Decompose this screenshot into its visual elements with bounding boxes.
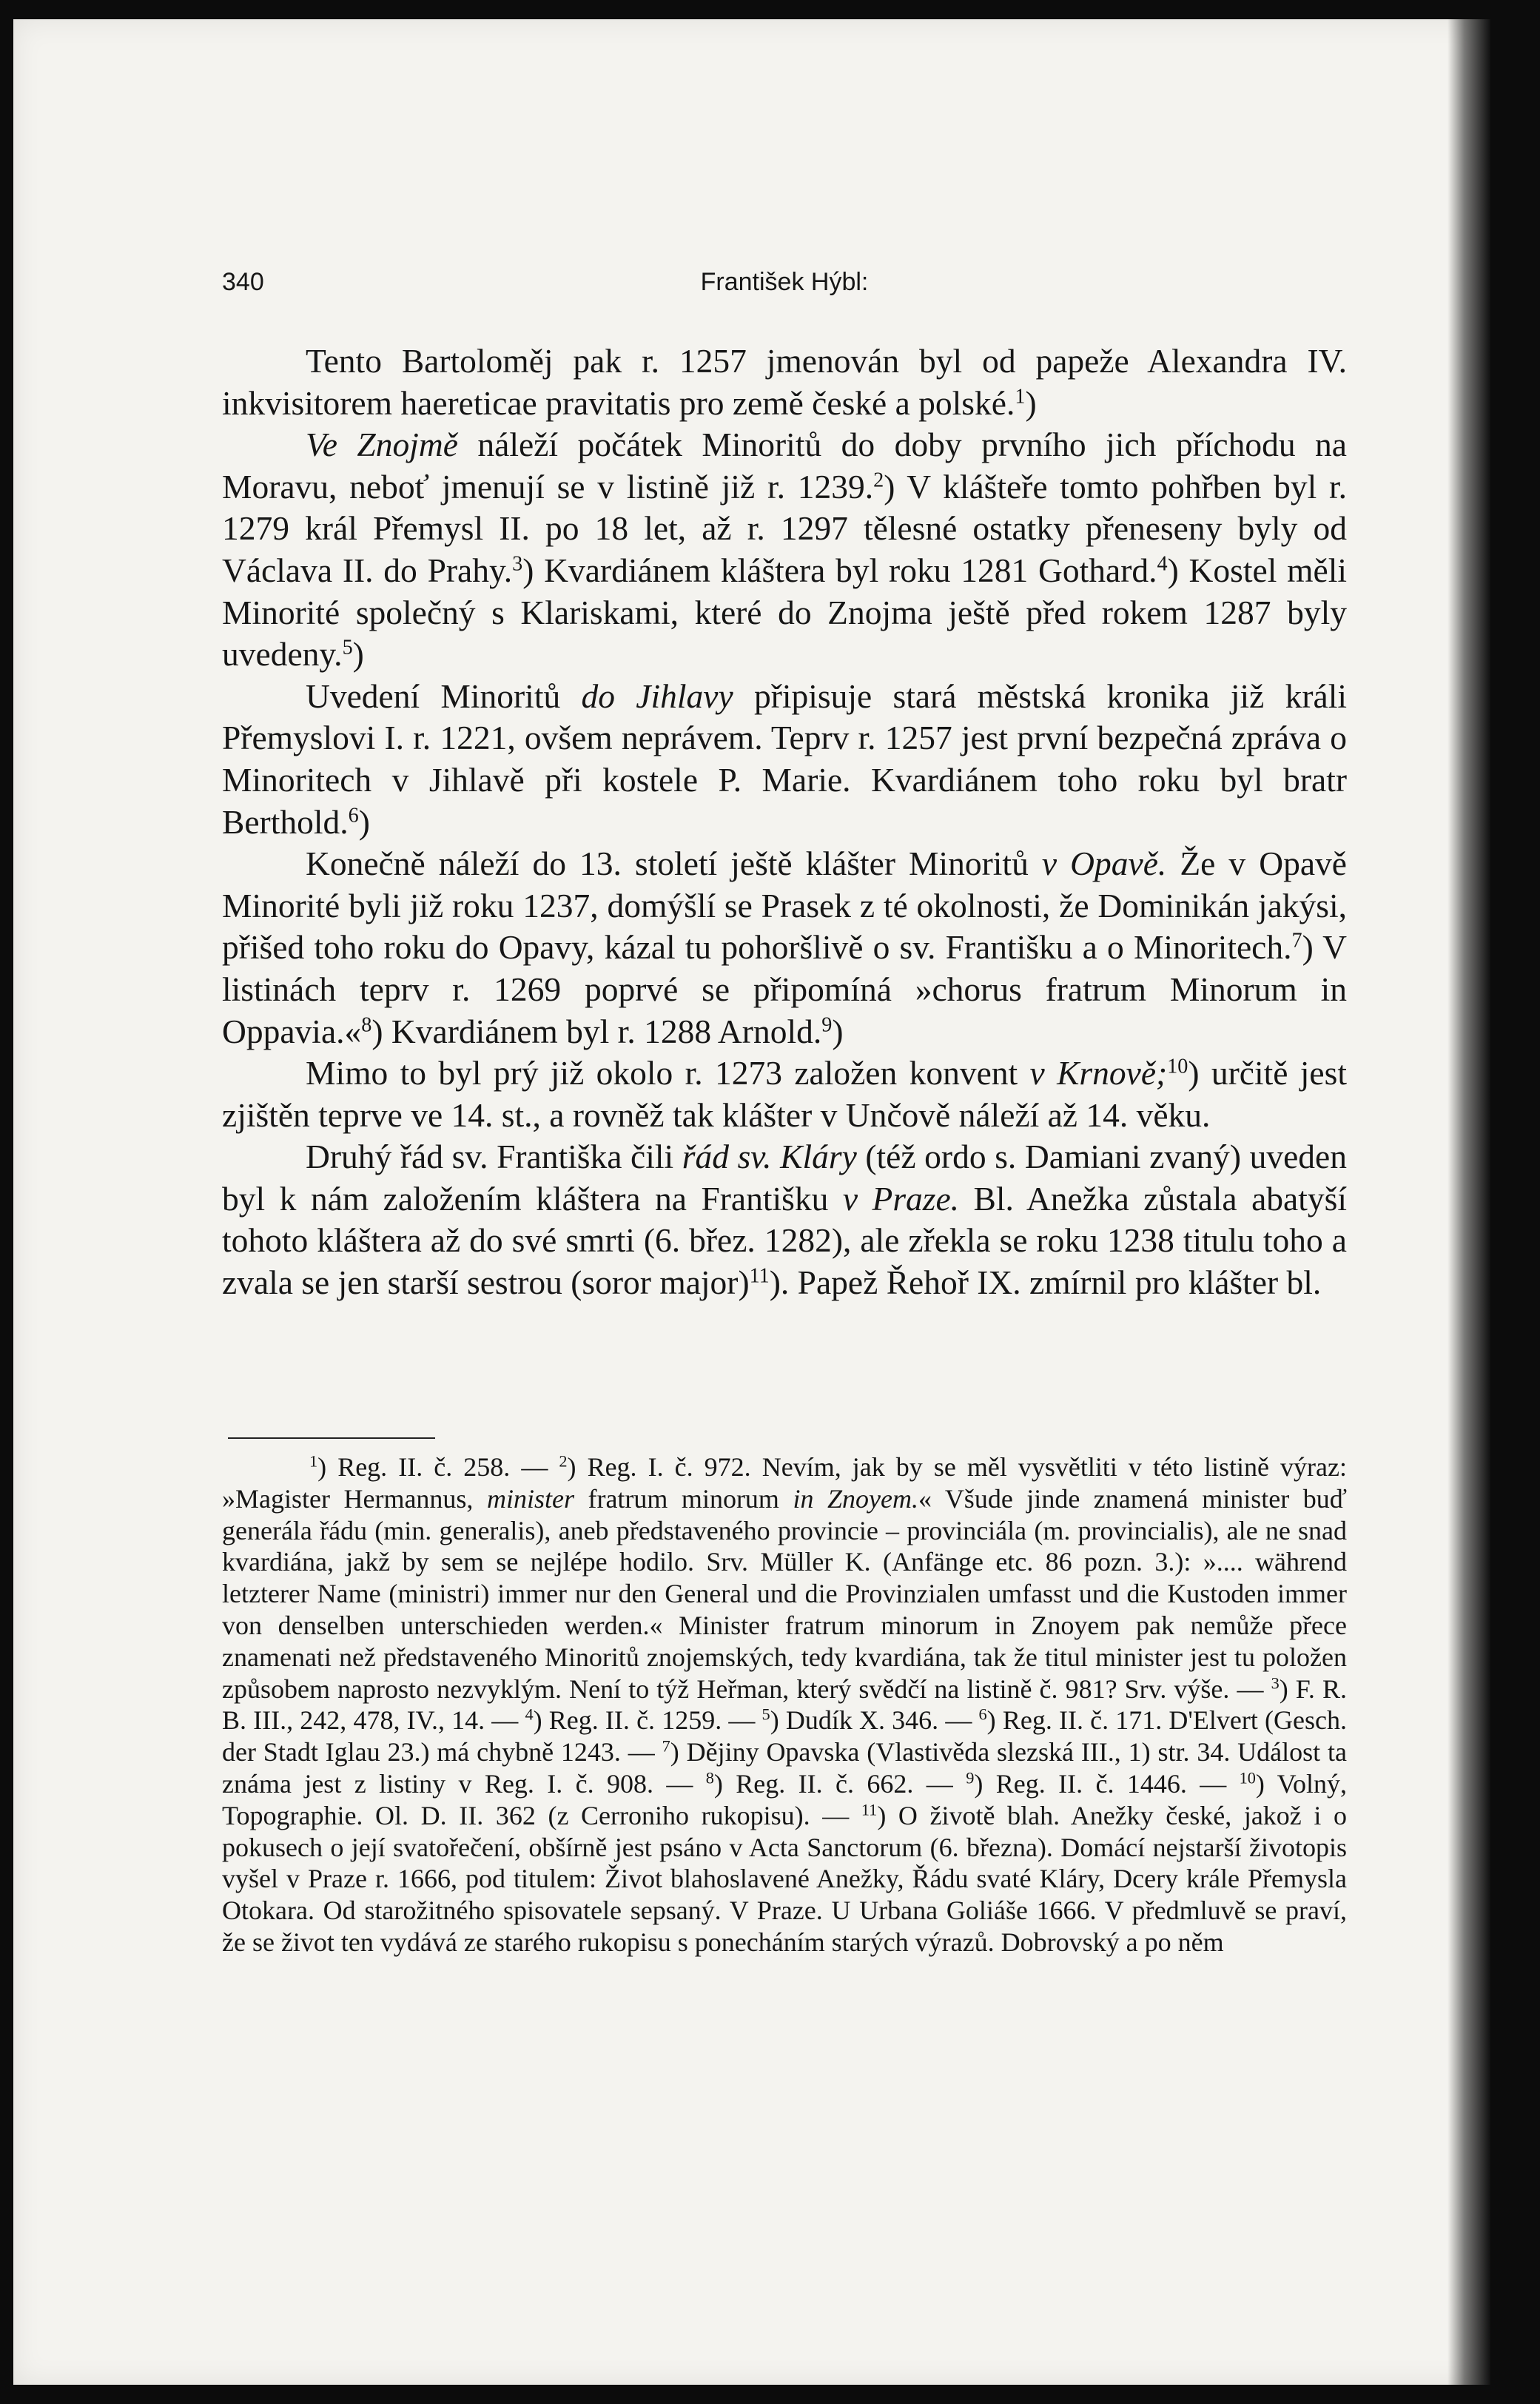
- running-title: František Hýbl:: [700, 268, 869, 296]
- paragraph-klarisky: Druhý řád sv. Františka čili řád sv. Kláry (též ordo s. Damiani zvaný) uveden byl k nám založením kláštera na Františku v Praze. Bl. Anežka zůstala abatyší tohoto kláštera až do své smrti (6. břez. 1282), ale zřekla se roku 1238 titulu toho a zvala se jen starší sestrou (soror major)$^{11}$). Papež Řehoř IX. zmírnil pro klášter bl.: [222, 1138, 1347, 1302]
- page-number: 340: [222, 268, 264, 296]
- order-name: řád sv. Kláry: [682, 1138, 857, 1176]
- footnote-number: 10: [1239, 1768, 1256, 1787]
- place-name: Ve Znojmě: [306, 426, 458, 464]
- page-header: [222, 268, 1347, 309]
- footnote-ref: 9: [821, 1013, 833, 1036]
- footnote-number: 9: [966, 1768, 975, 1787]
- footnote-number: 11: [861, 1800, 878, 1819]
- footnote-ref: 4: [1157, 552, 1168, 576]
- page-edge-shadow: [1447, 19, 1490, 2385]
- footnote-number: 2: [559, 1451, 568, 1471]
- footnote-number: 5: [761, 1705, 770, 1725]
- footnote-ref: 3: [512, 552, 523, 576]
- footnote-ref: 5: [342, 636, 353, 659]
- paragraph-znojmo: Ve Znojmě náleží počátek Minoritů do doby prvního jich příchodu na Moravu, neboť jmenují se v listině již r. 1239.$^2$) V klášteře tomto pohřben byl r. 1279 král Přemysl II. po 18 let, až r. 1297 tělesné ostatky přeneseny byly od Václava II. do Prahy.$^3$) Kvardiánem kláštera byl roku 1281 Gothard.$^4$) Kostel měli Minorité společný s Klariskami, které do Znojma ještě před rokem 1287 byly uvedeny.$^5$): [222, 426, 1347, 674]
- body-text: [222, 340, 1347, 1304]
- place-name: v Opavě.: [1041, 845, 1167, 883]
- footnote-number: 1: [309, 1451, 318, 1471]
- paragraph-opava: Konečně náleží do 13. století ještě klášter Minoritů v Opavě. Že v Opavě Minorité byli již roku 1237, domýšlí se Prasek z té okolnosti, že Dominikán jakýsi, přišed toho roku do Opavy, kázal tu pohoršlivě o sv. Františku a o Minoritech.$^7$) V listinách teprv r. 1269 poprvé se připomíná »chorus fratrum Minorum in Oppavia.«$^8$) Kvardiánem byl r. 1288 Arnold.$^9$): [222, 845, 1347, 1050]
- footnote-block: $^1$) Reg. II. č. 258. — $^2$) Reg. I. č. 972. Nevím, jak by se měl vysvětliti v této listině výraz: »Magister Hermannus, minister fratrum minorum in Znoyem.« Všude jinde znamená minister buď generála řádu (min. generalis), aneb představeného provincie – provinciála (m. provincialis), ale ne snad kvardiána, jakž by sem se nejlépe hodilo. Srv. Müller K. (Anfänge etc. 86 pozn. 3.): ».... während letzterer Name (ministri) immer nur den General und die Provinzialen umfasst und die Kustoden immer von denselben unterschieden werden.« Minister fratrum minorum in Znoyem pak nemůže přece znamenati než představeného Minoritů znojemských, tedy kvardiána, tak že titul minister jest tu položen způsobem naprosto nezvyklým. Není to týž Heřman, který svědčí na listině č. 981? Srv. výše. — $^3$) F. R. B. III., 242, 478, IV., 14. — $^4$) Reg. II. č. 1259. — $^5$) Dudík X. 346. — $^6$) Reg. II. č. 171. D'Elvert (Gesch. der Stadt Iglau 23.) má chybně 1243. — $^7$) Dějiny Opavska (Vlastivěda slezská III., 1) str. 34. Událost ta známa jest z listiny v Reg. I. č. 908. — $^8$) Reg. II. č. 662. — $^9$) Reg. II. č. 1446. — $^{10}$) Volný, Topographie. Ol. D. II. 362 (z Cerroniho rukopisu). — $^{11}$) O životě blah. Anežky české, jakož i o pokusech o její svatořečení, obšírně jest psáno v Acta Sanctorum (6. března). Domácí nejstarší životopis vyšel v Praze r. 1666, pod titulem: Život blahoslavené Anežky, Řádu svaté Kláry, Dcery krále Přemysla Otokara. Od starožitného spisovatele sepsaný. V Praze. U Urbana Goliáše 1666. V předmluvě se praví, že se život ten vydává ze starého rukopisu s ponecháním starých výrazů. Dobrovský a po něm: [222, 1451, 1348, 1957]
- footnote-ref: 8: [361, 1013, 372, 1036]
- footnote-divider: [228, 1437, 435, 1439]
- paragraph-krnov: Mimo to byl prý již okolo r. 1273 založen konvent v Krnově;$^{10}$) určitě jest zjištěn teprve ve 14. st., a rovněž tak klášter v Unčově náleží až 14. věku.: [222, 1054, 1347, 1134]
- footnote-ref: 2: [873, 469, 884, 492]
- footnote-number: 6: [978, 1705, 987, 1725]
- footnote-ref: 11: [749, 1264, 770, 1288]
- paragraph-jihlava: Uvedení Minoritů do Jihlavy připisuje stará městská kronika již králi Přemyslovi I. r. 1221, ovšem neprávem. Teprv r. 1257 jest první bezpečná zpráva o Minoritech v Jihlavě při kostele P. Marie. Kvardiánem toho roku byl bratr Berthold.$^6$): [222, 676, 1347, 841]
- footnote-ref: 10: [1167, 1055, 1188, 1078]
- place-name: v Krnově;: [1029, 1054, 1168, 1092]
- place-name: v Praze.: [842, 1179, 960, 1218]
- footnote-number: 3: [1271, 1673, 1280, 1693]
- footnote-ref: 6: [348, 804, 359, 827]
- footnotes: [222, 1451, 1347, 1958]
- footnote-number: 7: [662, 1736, 670, 1756]
- footnote-ref: 1: [1015, 385, 1026, 409]
- footnote-number: 4: [525, 1705, 534, 1725]
- place-name: do Jihlavy: [581, 676, 733, 715]
- footnote-ref: 7: [1291, 929, 1302, 953]
- paragraph-bartolomej: Tento Bartoloměj pak r. 1257 jmenován byl od papeže Alexandra IV. inkvisitorem haereticae pravitatis pro země české a polské.$^1$): [222, 342, 1347, 422]
- footnote-number: 8: [705, 1768, 714, 1787]
